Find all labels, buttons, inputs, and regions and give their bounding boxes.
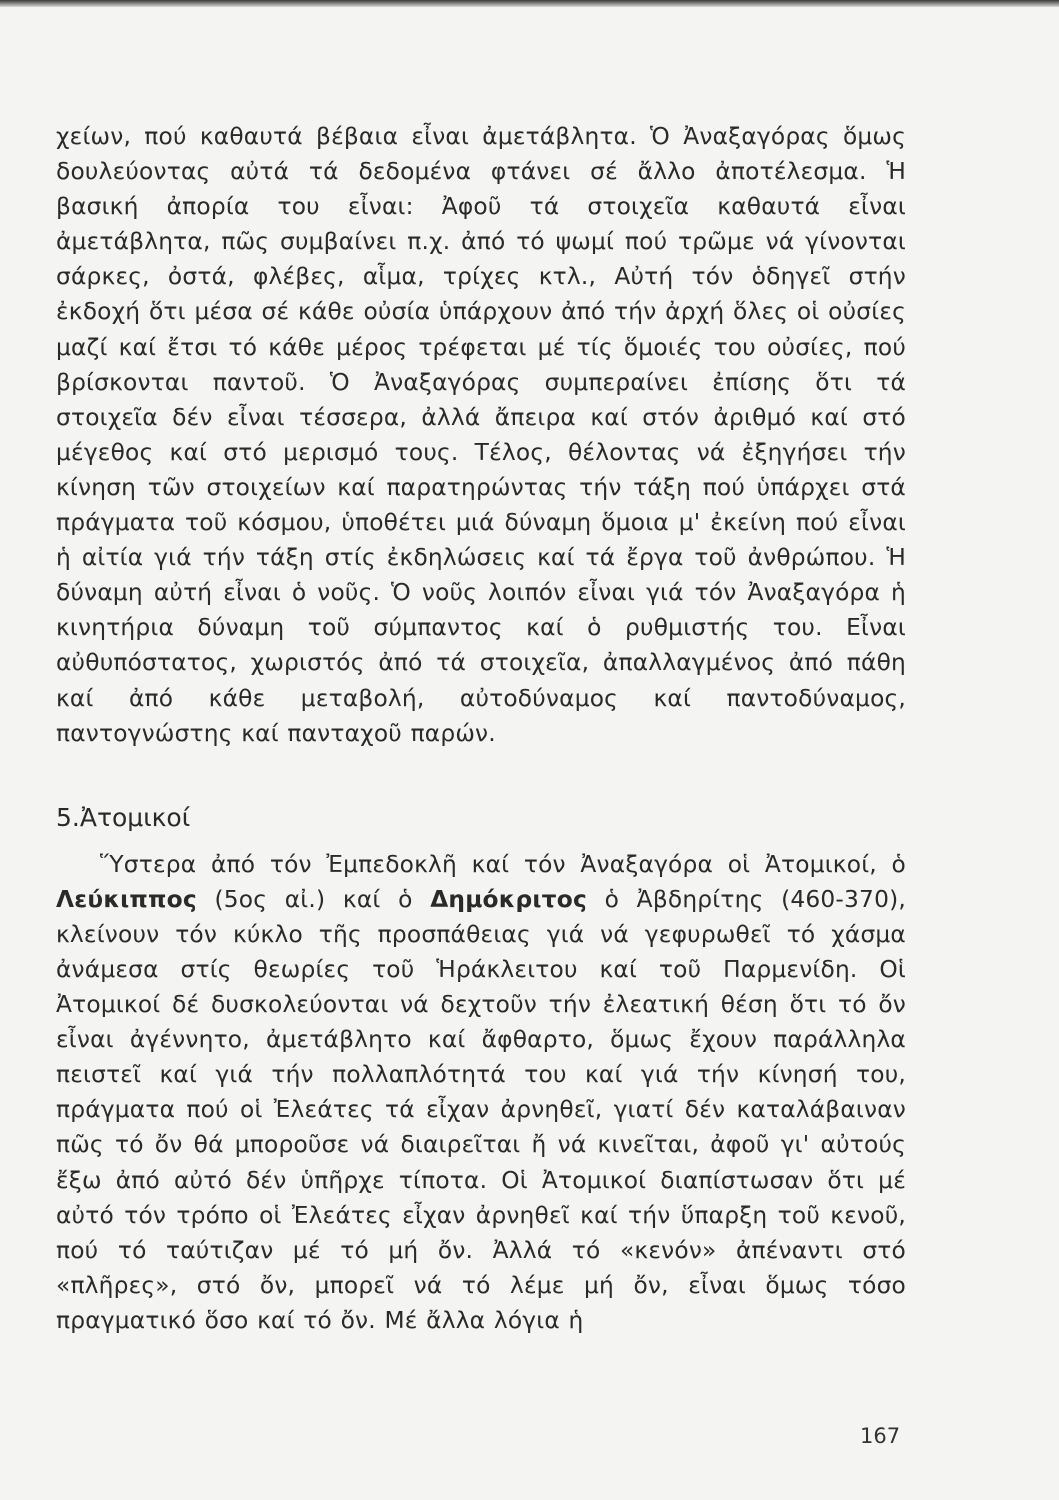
section-heading: 5.Ἀτομικοί <box>56 802 191 832</box>
paragraph-atomists-text-3: ὁ Ἀβδηρίτης (460-370), κλείνουν τόν κύκλο τῆς προσπάθειας γιά νά γεφυρωθεῖ τό χάσμα ἀνάμεσα στίς θεωρίες τοῦ Ἡράκλειτου καί τοῦ Παρμενίδη. Οἱ Ἀτομικοί δέ δυσκολεύονται νά δεχτοῦν τήν ἐλεατική θέση ὅτι τό ὄν εἶναι ἀγέννητο, ἀμετάβλητο καί ἄφθαρτο, ὅμως ἔχουν παράλληλα πειστεῖ καί γιά τήν πολλαπλότητά του καί γιά τήν κίνησή του, πράγματα πού οἱ Ἐλεάτες τά εἶχαν ἀρνηθεῖ, γιατί δέν καταλάβαιναν πῶς τό ὄν θά μποροῦσε νά διαιρεῖται ἤ νά κινεῖται, ἀφοῦ γι' αὐτούς ἔξω ἀπό αὐτό δέν ὑπῆρχε τίποτα. Οἱ Ἀτομικοί διαπίστωσαν ὅτι μέ αὐτό τόν τρόπο οἱ Ἐλεάτες εἶχαν ἀρνηθεῖ καί τήν ὕπαρξη τοῦ κενοῦ, πού τό ταύτιζαν μέ τό μή ὄν. Ἀλλά τό «κενόν» ἀπέναντι στό «πλῆρες», στό ὄν, μπορεῖ νά τό λέμε μή ὄν, εἶναι ὅμως τόσο πραγματικό ὅσο καί τό ὄν. Μέ ἄλλα λόγια ἡ <box>56 885 906 1334</box>
name-leucippus: Λεύκιππος <box>56 885 197 913</box>
paragraph-atomists <box>56 847 906 1338</box>
paragraph-anaxagoras: χείων, πού καθαυτά βέβαια εἶναι ἀμετάβλητα. Ὁ Ἀναξαγόρας ὅμως δουλεύοντας αὐτά τά δεδομένα φτάνει σέ ἄλλο ἀποτέλεσμα. Ἡ βασική ἀπορία του εἶναι: Ἀφοῦ τά στοιχεῖα καθαυτά εἶναι ἀμετάβλητα, πῶς συμβαίνει π.χ. ἀπό τό ψωμί πού τρῶμε νά γίνονται σάρκες, ὀστά, φλέβες, αἷμα, τρίχες κτλ., Αὐτή τόν ὁδηγεῖ στήν ἐκδοχή ὅτι μέσα σέ κάθε οὐσία ὑπάρχουν ἀπό τήν ἀρχή ὅλες οἱ οὐσίες μαζί καί ἔτσι τό κάθε μέρος τρέφεται μέ τίς ὅμοιές του οὐσίες, πού βρίσκονται παντοῦ. Ὁ Ἀναξαγόρας συμπεραίνει ἐπίσης ὅτι τά στοιχεῖα δέν εἶναι τέσσερα, ἀλλά ἄπειρα καί στόν ἀριθμό καί στό μέγεθος καί στό μερισμό τους. Τέλος, θέλοντας νά ἐξηγήσει τήν κίνηση τῶν στοιχείων καί παρατηρώντας τήν τάξη πού ὑπάρχει στά πράγματα τοῦ κόσμου, ὑποθέτει μιά δύναμη ὅμοια μ' ἐκείνη πού εἶναι ἡ αἰτία γιά τήν τάξη στίς ἐκδηλώσεις καί τά ἔργα τοῦ ἀνθρώπου. Ἡ δύναμη αὐτή εἶναι ὁ νοῦς. Ὁ νοῦς λοιπόν εἶναι γιά τόν Ἀναξαγόρα ἡ κινητήρια δύναμη τοῦ σύμπαντος καί ὁ ρυθμιστής του. Εἶναι αὐθυπόστατος, χωριστός ἀπό τά στοιχεῖα, ἀπαλλαγμένος ἀπό πάθη καί ἀπό κάθε μεταβολή, αὐτοδύναμος καί παντοδύναμος, παντογνώστης καί πανταχοῦ παρών. <box>56 123 906 747</box>
paragraph-atomists-text-2: (5ος αἰ.) καί ὁ <box>196 885 431 913</box>
page-body <box>56 119 906 1338</box>
name-democritus: Δημόκριτος <box>430 885 587 913</box>
scan-edge <box>0 0 1059 7</box>
paragraph-atomists-text-1: Ὕστερα ἀπό τόν Ἐμπεδοκλῆ καί τόν Ἀναξαγόρα οἱ Ἀτομικοί, ὁ <box>100 850 906 878</box>
page-number: 167 <box>860 1424 901 1448</box>
